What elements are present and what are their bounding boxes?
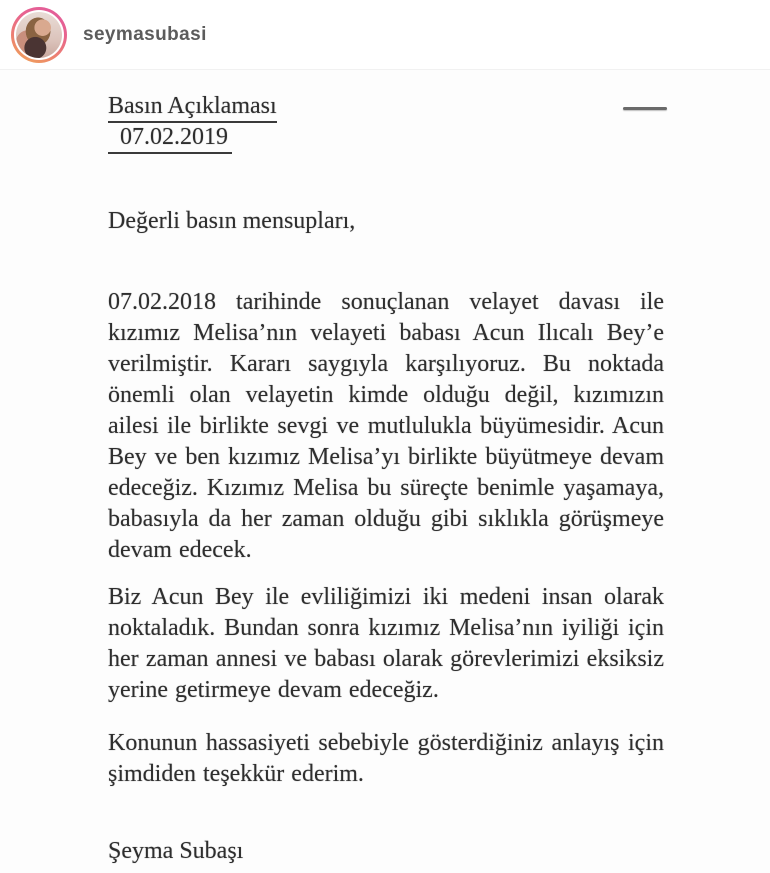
document-title-line1: Basın Açıklaması	[108, 92, 277, 123]
story-ring[interactable]	[11, 7, 67, 63]
post-photo	[0, 69, 770, 873]
post-header	[0, 0, 770, 69]
document-title	[108, 92, 664, 154]
press-statement-document	[108, 92, 664, 867]
document-paragraph-2: Biz Acun Bey ile evliliğimizi iki medeni insan olarak noktaladık. Bundan sonra kızımız Melisa’nın iyiliği için her zaman annesi ve babası olarak görevlerimizi eksiksiz yerine getirmeye devam edeceğiz.	[108, 584, 664, 703]
avatar[interactable]	[16, 12, 62, 58]
document-paragraph-3: Konunun hassasiyeti sebebiyle gösterdiğiniz anlayış için şimdiden teşekkür ederim.	[108, 730, 664, 787]
document-date: 07.02.2019	[108, 123, 232, 154]
dash-mark	[623, 107, 667, 110]
avatar-frame	[14, 10, 64, 60]
username-link[interactable]: seymasubasi	[83, 23, 207, 45]
document-paragraph-1: 07.02.2018 tarihinde sonuçlanan velayet davası ile kızımız Melisa’nın velayeti babası Acun Ilıcalı Bey’e verilmiştir. Kararı saygıyla karşılıyoruz. Bu noktada önemli olan velayetin kimde olduğu değil, kızımızın ailesi ile birlikte sevgi ve mutlulukla büyümesidir. Acun Bey ve ben kızımız Melisa’yı birlikte büyütmeye devam edeceğiz. Kızımız Melisa bu süreçte benimle yaşamaya, babasıyla da her zaman olduğu gibi sıklıkla görüşmeye devam edecek.	[108, 289, 664, 563]
document-greeting: Değerli basın mensupları,	[108, 208, 356, 234]
document-signature: Şeyma Subaşı	[108, 838, 244, 864]
